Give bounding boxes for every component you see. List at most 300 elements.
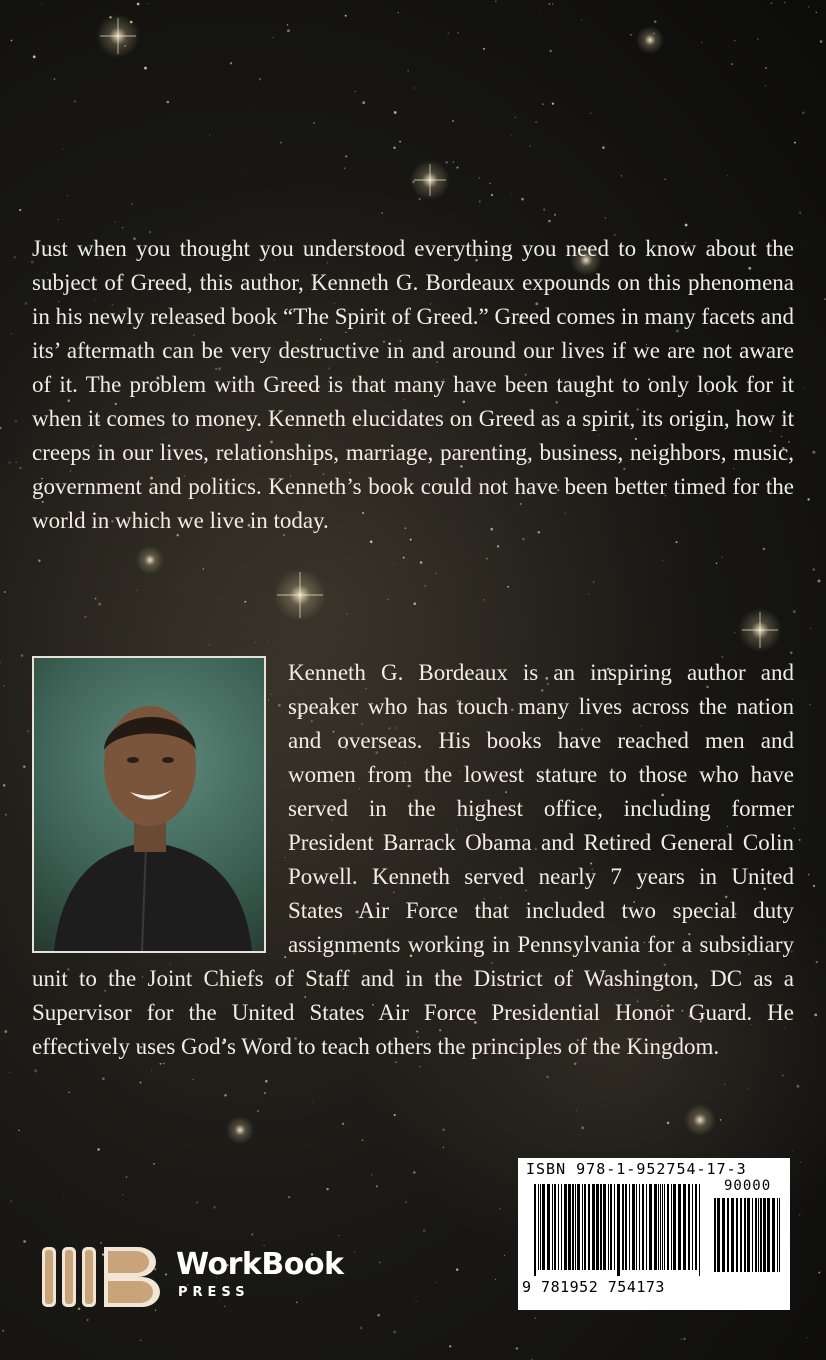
star-dot [259, 78, 261, 80]
star-dot [576, 1110, 577, 1111]
star-dot [808, 874, 810, 876]
barcode-bar [577, 1184, 580, 1270]
star-dot [387, 599, 389, 601]
star-dot [14, 256, 16, 258]
star-dot [543, 208, 545, 210]
star-dot [345, 15, 347, 17]
star-dot [393, 147, 395, 149]
star-dot [287, 29, 290, 32]
star-dot [448, 33, 449, 34]
star-dot [720, 1119, 722, 1121]
barcode-bar [554, 1184, 556, 1270]
barcode-bar [772, 1198, 775, 1272]
star-dot [166, 101, 169, 104]
star-dot [147, 3, 148, 4]
barcode-bar [636, 1184, 637, 1270]
barcode-bar [664, 1184, 665, 1270]
star-dot [420, 561, 423, 564]
star-dot [418, 198, 420, 200]
star-dot [25, 302, 28, 305]
barcode-bar [540, 1184, 541, 1270]
star-dot [813, 885, 815, 887]
barcode-bar [617, 1184, 620, 1276]
star-dot [423, 1229, 426, 1232]
star-dot [313, 122, 315, 124]
barcode-bar [777, 1198, 778, 1272]
star-dot [818, 1272, 820, 1274]
isbn-barcode [518, 1158, 790, 1310]
star-dot [486, 558, 487, 559]
barcode-bar [695, 1184, 697, 1270]
star-dot [771, 2, 773, 4]
star-dot [280, 141, 282, 143]
star-dot [808, 6, 809, 7]
star-dot [139, 1081, 141, 1083]
star-dot [376, 1185, 378, 1187]
star-dot [122, 227, 123, 228]
barcode-bar [552, 1184, 553, 1270]
star-dot [33, 55, 36, 58]
star-dot [264, 1092, 266, 1094]
barcode-bar [592, 1184, 595, 1270]
author-bio: Kenneth G. Bordeaux is an inspiring author and speaker who has touch many lives across the nation and overseas. His books have reached men and women from the lowest stature to those who have served in the highest office, including former President Barrack Obama and Retired General Colin Powell. Kenneth served nearly 7 years in United States Air Force that included two special duty assignments working in Pennsylvania for a subsidiary unit to the Joint Chiefs of Staff and in the District of Washington, DC as a Supervisor for the United States Air Force Presidential Honor Guard. He effectively uses God’s Word to teach others the principles of the Kingdom. [32, 660, 794, 1059]
star-dot [19, 467, 21, 469]
star-dot [410, 539, 412, 541]
star-dot [511, 193, 512, 194]
star-dot [457, 32, 459, 34]
barcode-bar [717, 1198, 720, 1272]
star-dot [326, 1188, 328, 1190]
star-dot [338, 1235, 339, 1236]
star-dot [139, 50, 140, 51]
barcode-bar [722, 1198, 725, 1272]
star-dot [663, 560, 664, 561]
star-dot [716, 562, 718, 564]
star-dot [153, 1163, 155, 1165]
barcode-bar [736, 1198, 738, 1272]
star-dot [489, 183, 490, 184]
author-photo [32, 656, 266, 953]
star-dot [515, 117, 517, 119]
star-dot [784, 2, 786, 4]
star-dot [499, 1208, 500, 1209]
star-dot [605, 217, 606, 218]
star-dot [23, 1240, 26, 1243]
star-dot [803, 447, 804, 448]
barcode-bar [740, 1198, 742, 1272]
star-dot [243, 1358, 244, 1359]
barcode-bar [584, 1184, 586, 1270]
star-dot [796, 1085, 799, 1088]
star-dot [241, 168, 242, 169]
star-dot [812, 451, 815, 454]
ean-number: 9 781952 754173 [522, 1278, 665, 1296]
star-dot [67, 195, 68, 196]
star-dot [345, 155, 347, 157]
star-dot [15, 420, 17, 422]
star-dot [115, 222, 116, 223]
star-dot [371, 1174, 373, 1176]
ean-barcode-bars [534, 1184, 702, 1276]
barcode-bar [763, 1198, 766, 1272]
star-dot [151, 1070, 152, 1071]
star-dot [542, 103, 544, 105]
star-dot [452, 120, 454, 122]
star-dot [11, 333, 12, 334]
star-dot [21, 654, 24, 657]
star-dot [144, 67, 147, 70]
star-dot [257, 1110, 259, 1112]
star-dot [820, 40, 823, 43]
star-dot [734, 632, 736, 634]
star-dot [534, 1317, 536, 1319]
star-dot [757, 38, 759, 40]
star-dot [581, 1126, 584, 1129]
star-dot [244, 601, 246, 603]
star-dot [230, 62, 232, 64]
star-dot [550, 50, 552, 52]
star-dot [800, 1162, 801, 1163]
star-dot [495, 1279, 496, 1280]
star-dot [255, 642, 256, 643]
barcode-bar [625, 1184, 627, 1270]
star-dot [816, 961, 818, 963]
star-dot [251, 1233, 253, 1235]
barcode-bar [692, 1184, 693, 1270]
star-dot [398, 12, 399, 13]
star-dot [126, 1176, 128, 1178]
barcode-bar [673, 1184, 676, 1270]
star-dot [209, 644, 210, 645]
barcode-bar [714, 1198, 716, 1272]
star-dot [394, 1114, 396, 1116]
star-dot [405, 1201, 407, 1203]
star-dot [394, 111, 397, 114]
star-dot [456, 1268, 458, 1270]
star-dot [8, 462, 10, 464]
star-dot [23, 766, 25, 768]
star-dot [511, 135, 512, 136]
barcode-bar [688, 1184, 690, 1270]
barcode-bar [744, 1198, 746, 1272]
star-dot [273, 37, 274, 38]
star-dot [288, 1196, 290, 1198]
star-dot [521, 198, 524, 201]
star-dot [552, 3, 553, 4]
barcode-bar [671, 1184, 672, 1270]
star-dot [95, 598, 97, 600]
star-dot [799, 212, 801, 214]
star-dot [554, 214, 556, 216]
barcode-bar [731, 1198, 734, 1272]
star-dot [748, 1089, 749, 1090]
star-dot [683, 1338, 685, 1340]
barcode-bar [767, 1198, 770, 1272]
star-dot [806, 1337, 807, 1338]
barcode-bar [654, 1184, 657, 1270]
star-dot [11, 40, 13, 42]
star-dot [442, 1128, 445, 1131]
star-dot [86, 1319, 88, 1321]
star-dot [436, 573, 437, 574]
star-dot [685, 224, 688, 227]
star-dot [196, 1201, 198, 1203]
star-dot [552, 102, 554, 104]
star-dot [381, 212, 383, 214]
publisher-logo [42, 1245, 382, 1307]
star-dot [799, 1214, 800, 1215]
barcode-bar [752, 1198, 753, 1272]
barcode-bar [561, 1184, 562, 1270]
star-dot [548, 220, 551, 223]
barcode-bar [534, 1184, 536, 1276]
addon-barcode-bars [714, 1198, 784, 1278]
star-dot [824, 298, 826, 300]
star-dot [2, 1330, 4, 1332]
barcode-bar [662, 1184, 663, 1270]
star-dot [413, 1171, 416, 1174]
barcode-bar [747, 1198, 750, 1272]
star-dot [799, 839, 801, 841]
star-dot [507, 586, 509, 588]
star-dot [681, 1339, 682, 1340]
star-dot [803, 388, 804, 389]
star-dot [516, 1347, 519, 1350]
star-dot [792, 1150, 793, 1151]
star-dot [137, 590, 138, 591]
barcode-bar [608, 1184, 609, 1270]
star-dot [362, 101, 365, 104]
barcode-bar [603, 1184, 606, 1270]
star-dot [449, 1345, 451, 1347]
star-dot [9, 1072, 10, 1073]
barcode-bar [547, 1184, 550, 1270]
star-dot [62, 148, 63, 149]
star-dot [414, 87, 415, 88]
publisher-name: WorkBook [176, 1247, 344, 1282]
barcode-bar [649, 1184, 652, 1270]
barcode-bar [660, 1184, 661, 1270]
star-dot [122, 1194, 123, 1195]
barcode-bar [542, 1184, 545, 1270]
star-dot [97, 1148, 100, 1151]
star-dot [355, 91, 356, 92]
star-dot [140, 1340, 142, 1342]
star-dot [588, 593, 589, 594]
star-dot [399, 141, 401, 143]
barcode-bar [558, 1184, 559, 1270]
star-dot [268, 641, 269, 642]
star-dot [63, 1198, 64, 1199]
star-dot [734, 40, 735, 41]
star-dot [790, 652, 793, 655]
star-dot [5, 814, 7, 816]
star-dot [548, 3, 550, 5]
star-dot [359, 1326, 362, 1329]
star-dot [446, 161, 448, 163]
star-dot [192, 1079, 193, 1080]
star-dot [483, 48, 485, 50]
star-dot [394, 563, 395, 564]
barcode-bar [632, 1184, 635, 1270]
star-dot [807, 498, 809, 500]
isbn-label: ISBN 978-1-952754-17-3 [526, 1160, 747, 1178]
star-dot [393, 1330, 396, 1333]
star-dot [224, 1094, 227, 1097]
barcode-bar [564, 1184, 567, 1270]
barcode-bar [575, 1184, 576, 1270]
barcode-bar [600, 1184, 602, 1270]
star-dot [591, 113, 592, 114]
star-dot [54, 78, 56, 80]
star-dot [58, 219, 59, 220]
barcode-bar [758, 1198, 759, 1272]
star-dot [504, 1255, 505, 1256]
star-dot [654, 20, 657, 23]
star-dot [419, 1066, 420, 1067]
star-dot [802, 111, 805, 114]
barcode-bar [596, 1184, 599, 1270]
star-dot [810, 628, 811, 629]
barcode-bar [658, 1184, 659, 1270]
star-dot [312, 1102, 313, 1103]
star-dot [793, 610, 796, 613]
star-dot [3, 685, 4, 686]
barcode-bar [683, 1184, 686, 1270]
barcode-bar [629, 1184, 630, 1270]
star-dot [522, 538, 525, 541]
barcode-bar [568, 1184, 571, 1270]
barcode-bar [582, 1184, 583, 1270]
star-dot [497, 545, 499, 547]
star-dot [765, 85, 766, 86]
star-dot [27, 730, 29, 732]
star-dot [287, 24, 288, 25]
star-dot [436, 1282, 437, 1283]
barcode-bar [727, 1198, 729, 1272]
star-dot [78, 1307, 81, 1310]
author-section [32, 656, 794, 1064]
star-dot [34, 1069, 37, 1072]
star-dot [84, 615, 86, 617]
star-dot [593, 581, 594, 582]
star-dot [68, 1092, 70, 1094]
star-dot [18, 1130, 19, 1131]
star-dot [483, 599, 484, 600]
star-dot [495, 1, 496, 2]
star-dot [813, 568, 816, 571]
barcode-bar [699, 1184, 700, 1276]
star-dot [74, 100, 77, 103]
star-dot [675, 541, 677, 543]
star-dot [413, 602, 416, 605]
star-dot [814, 1013, 817, 1016]
star-dot [3, 784, 6, 787]
star-dot [137, 3, 140, 6]
barcode-bar [588, 1184, 590, 1270]
barcode-bar [779, 1198, 780, 1272]
star-dot [342, 1123, 344, 1125]
star-dot [621, 175, 622, 176]
star-dot [478, 177, 480, 179]
barcode-bar [572, 1184, 574, 1270]
star-dot [664, 179, 666, 181]
barcode-bar [610, 1184, 612, 1270]
star-dot [667, 1122, 670, 1125]
star-dot [701, 42, 702, 43]
star-dot [479, 201, 481, 203]
star-dot [362, 1139, 364, 1141]
star-dot [41, 3, 42, 4]
barcode-bar [639, 1184, 640, 1270]
star-dot [5, 263, 6, 264]
star-dot [540, 10, 541, 11]
star-dot [535, 121, 537, 123]
star-dot [765, 67, 767, 69]
book-description: Just when you thought you understood everything you need to know about the subject of Greed, this author, Kenneth G. Bordeaux expounds on this phenomena in his newly released book “The Spirit of Greed.” Greed comes in many facets and its’ aftermath can be very destructive in and around our lives if we are not aware of it. The problem with Greed is that many have been taught to only look for it when it comes to money. Kenneth elucidates on Greed as a spirit, its origin, how it creeps in our lives, relationships, marriage, parenting, business, neighbors, music, government and politics. Kenneth’s book could not have been better timed for the world in which we live in today. [32, 236, 794, 533]
star-dot [407, 70, 408, 71]
barcode-bar [642, 1184, 644, 1270]
barcode-bar [755, 1198, 757, 1272]
star-dot [782, 1074, 784, 1076]
star-dot [416, 1301, 417, 1302]
star-dot [722, 557, 723, 558]
barcode-bar [622, 1184, 624, 1270]
star-dot [546, 1076, 549, 1079]
star-dot [4, 591, 6, 593]
star-dot [16, 462, 17, 463]
star-dot [727, 175, 728, 176]
star-dot [346, 613, 348, 615]
star-dot [731, 63, 733, 65]
star-dot [818, 579, 821, 582]
star-dot [102, 1077, 105, 1080]
star-dot [38, 560, 40, 562]
star-dot [131, 203, 133, 205]
star-dot [581, 19, 582, 20]
barcode-bar [760, 1198, 762, 1272]
star-dot [724, 1084, 725, 1085]
star-dot [763, 548, 766, 551]
star-dot [203, 568, 204, 569]
star-dot [403, 557, 405, 559]
star-dot [602, 146, 605, 149]
star-dot [198, 616, 199, 617]
star-dot [453, 161, 454, 162]
star-dot [100, 1242, 101, 1243]
star-dot [10, 1200, 12, 1202]
star-dot [794, 142, 796, 144]
star-dot [265, 1080, 268, 1083]
star-dot [809, 704, 811, 706]
star-dot [377, 1314, 380, 1317]
star-dot [443, 1147, 444, 1148]
star-dot [424, 585, 426, 587]
workbook-logo-icon [42, 1247, 160, 1307]
star-dot [98, 603, 101, 606]
price-code-label: 90000 [724, 1178, 772, 1194]
barcode-bar [667, 1184, 669, 1270]
star-dot [630, 34, 632, 36]
publisher-subtitle: PRESS [178, 1285, 250, 1300]
star-dot [816, 12, 817, 13]
barcode-bar [678, 1184, 681, 1270]
star-dot [804, 241, 805, 242]
star-dot [530, 145, 531, 146]
star-dot [456, 167, 458, 169]
star-dot [652, 185, 653, 186]
barcode-bar [646, 1184, 647, 1270]
